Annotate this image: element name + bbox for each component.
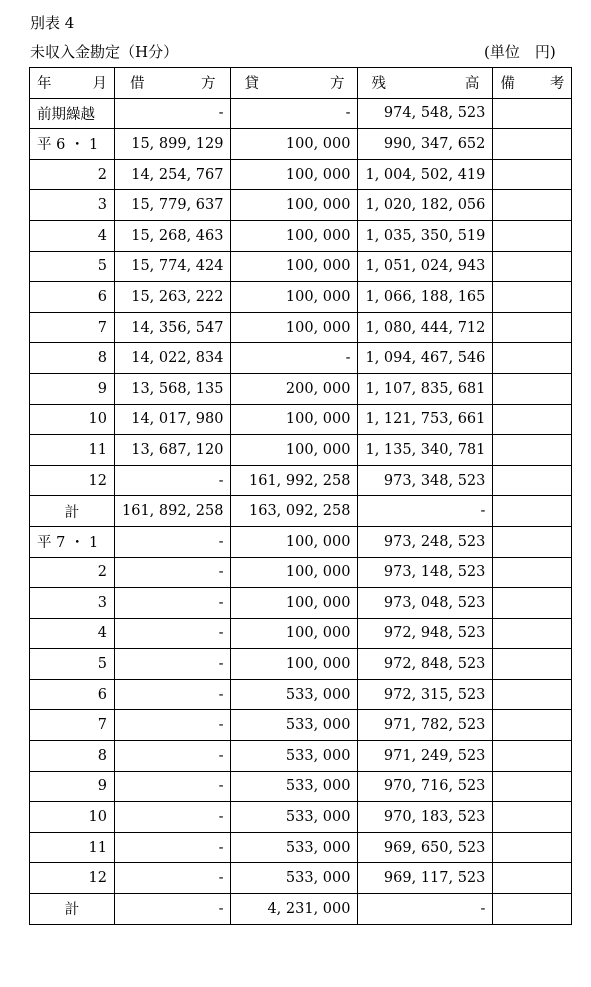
balance-cell: 1, 135, 340, 781 <box>358 435 493 466</box>
header-month <box>30 68 115 99</box>
attachment-label: 別表 4 <box>30 14 75 32</box>
table-row <box>30 435 572 466</box>
header-debit <box>115 68 231 99</box>
credit-cell: 100, 000 <box>231 190 358 221</box>
header-debit-char1: 借 <box>130 76 145 93</box>
credit-cell: 533, 000 <box>231 802 358 833</box>
note-cell <box>493 588 572 619</box>
table-row <box>30 863 572 894</box>
table-row <box>30 129 572 160</box>
header-credit-char2: 方 <box>329 76 345 93</box>
debit-cell: 14, 022, 834 <box>115 343 231 374</box>
header-month-char1: 年 <box>37 76 52 93</box>
month-cell: 計 <box>30 894 115 925</box>
note-cell <box>493 771 572 802</box>
debit-cell: - <box>115 802 231 833</box>
balance-cell: 1, 107, 835, 681 <box>358 373 493 404</box>
table-row <box>30 741 572 772</box>
table-row <box>30 649 572 680</box>
month-cell: 前期繰越 <box>30 98 115 129</box>
table-row <box>30 190 572 221</box>
table-row <box>30 98 572 129</box>
debit-cell: 14, 017, 980 <box>115 404 231 435</box>
month-cell: 8 <box>30 741 115 772</box>
table-row <box>30 802 572 833</box>
table-row <box>30 404 572 435</box>
balance-cell: 1, 080, 444, 712 <box>358 312 493 343</box>
note-cell <box>493 220 572 251</box>
note-cell <box>493 863 572 894</box>
note-cell <box>493 618 572 649</box>
table-row <box>30 710 572 741</box>
debit-cell: - <box>115 649 231 680</box>
note-cell <box>493 251 572 282</box>
balance-cell: 1, 020, 182, 056 <box>358 190 493 221</box>
credit-cell: 100, 000 <box>231 129 358 160</box>
balance-cell: 973, 048, 523 <box>358 588 493 619</box>
table-row <box>30 312 572 343</box>
credit-cell: 4, 231, 000 <box>231 894 358 925</box>
month-cell: 7 <box>30 312 115 343</box>
note-cell <box>493 159 572 190</box>
debit-cell: 15, 779, 637 <box>115 190 231 221</box>
header-note <box>493 68 572 99</box>
debit-cell: - <box>115 894 231 925</box>
debit-cell: - <box>115 557 231 588</box>
note-cell <box>493 282 572 313</box>
debit-cell: 15, 899, 129 <box>115 129 231 160</box>
debit-cell: - <box>115 618 231 649</box>
month-cell: 6 <box>30 282 115 313</box>
credit-cell: 200, 000 <box>231 373 358 404</box>
note-cell <box>493 98 572 129</box>
debit-cell: - <box>115 526 231 557</box>
table-row <box>30 220 572 251</box>
note-cell <box>493 312 572 343</box>
debit-cell: - <box>115 832 231 863</box>
month-cell: 2 <box>30 557 115 588</box>
credit-cell: 100, 000 <box>231 526 358 557</box>
credit-cell: 100, 000 <box>231 159 358 190</box>
header-balance-char2: 高 <box>464 76 480 93</box>
note-cell <box>493 373 572 404</box>
table-row <box>30 679 572 710</box>
month-cell: 9 <box>30 373 115 404</box>
credit-cell: - <box>231 98 358 129</box>
table-row <box>30 894 572 925</box>
balance-cell: 973, 248, 523 <box>358 526 493 557</box>
balance-cell: 972, 315, 523 <box>358 679 493 710</box>
balance-cell: 973, 348, 523 <box>358 465 493 496</box>
credit-cell: - <box>231 343 358 374</box>
debit-cell: - <box>115 679 231 710</box>
note-cell <box>493 496 572 527</box>
credit-cell: 100, 000 <box>231 557 358 588</box>
ledger-body <box>30 98 572 924</box>
credit-cell: 533, 000 <box>231 679 358 710</box>
month-cell: 12 <box>30 863 115 894</box>
month-cell: 12 <box>30 465 115 496</box>
credit-cell: 533, 000 <box>231 741 358 772</box>
balance-cell: 970, 716, 523 <box>358 771 493 802</box>
header-month-char2: 月 <box>92 76 107 93</box>
debit-cell: 161, 892, 258 <box>115 496 231 527</box>
table-row <box>30 618 572 649</box>
unit-label: (単位 円) <box>484 43 556 61</box>
month-cell: 8 <box>30 343 115 374</box>
credit-cell: 533, 000 <box>231 832 358 863</box>
note-cell <box>493 404 572 435</box>
balance-cell: 973, 148, 523 <box>358 557 493 588</box>
credit-cell: 100, 000 <box>231 649 358 680</box>
note-cell <box>493 190 572 221</box>
credit-cell: 100, 000 <box>231 588 358 619</box>
credit-cell: 100, 000 <box>231 282 358 313</box>
note-cell <box>493 557 572 588</box>
balance-cell: - <box>358 894 493 925</box>
note-cell <box>493 435 572 466</box>
month-cell: 9 <box>30 771 115 802</box>
balance-cell: 974, 548, 523 <box>358 98 493 129</box>
balance-cell: 971, 249, 523 <box>358 741 493 772</box>
table-row <box>30 557 572 588</box>
note-cell <box>493 679 572 710</box>
balance-cell: 1, 004, 502, 419 <box>358 159 493 190</box>
credit-cell: 100, 000 <box>231 251 358 282</box>
month-cell: 平 7 ・ 1 <box>30 526 115 557</box>
month-cell: 5 <box>30 251 115 282</box>
table-row <box>30 588 572 619</box>
month-cell: 6 <box>30 679 115 710</box>
table-row <box>30 251 572 282</box>
balance-cell: 970, 183, 523 <box>358 802 493 833</box>
document-title: 未収入金勘定（H分） <box>30 43 179 61</box>
table-row <box>30 159 572 190</box>
debit-cell: - <box>115 588 231 619</box>
balance-cell: 972, 948, 523 <box>358 618 493 649</box>
balance-cell: 972, 848, 523 <box>358 649 493 680</box>
credit-cell: 100, 000 <box>231 618 358 649</box>
month-cell: 3 <box>30 190 115 221</box>
debit-cell: 13, 687, 120 <box>115 435 231 466</box>
note-cell <box>493 741 572 772</box>
header-note-char1: 備 <box>500 76 515 93</box>
credit-cell: 163, 092, 258 <box>231 496 358 527</box>
credit-cell: 161, 992, 258 <box>231 465 358 496</box>
credit-cell: 533, 000 <box>231 863 358 894</box>
table-row <box>30 771 572 802</box>
month-cell: 11 <box>30 435 115 466</box>
table-row <box>30 373 572 404</box>
credit-cell: 533, 000 <box>231 710 358 741</box>
month-cell: 10 <box>30 802 115 833</box>
balance-cell: - <box>358 496 493 527</box>
table-row <box>30 496 572 527</box>
debit-cell: - <box>115 771 231 802</box>
header-note-char2: 考 <box>549 76 565 93</box>
debit-cell: 14, 356, 547 <box>115 312 231 343</box>
table-row <box>30 282 572 313</box>
header-credit-char1: 貸 <box>244 76 259 93</box>
table-row <box>30 832 572 863</box>
credit-cell: 100, 000 <box>231 312 358 343</box>
balance-cell: 1, 066, 188, 165 <box>358 282 493 313</box>
debit-cell: - <box>115 465 231 496</box>
credit-cell: 100, 000 <box>231 220 358 251</box>
month-cell: 11 <box>30 832 115 863</box>
balance-cell: 971, 782, 523 <box>358 710 493 741</box>
note-cell <box>493 832 572 863</box>
balance-cell: 1, 094, 467, 546 <box>358 343 493 374</box>
debit-cell: 15, 774, 424 <box>115 251 231 282</box>
note-cell <box>493 894 572 925</box>
month-cell: 4 <box>30 618 115 649</box>
table-row <box>30 343 572 374</box>
balance-cell: 1, 035, 350, 519 <box>358 220 493 251</box>
header-row <box>30 68 572 99</box>
month-cell: 4 <box>30 220 115 251</box>
credit-cell: 533, 000 <box>231 771 358 802</box>
debit-cell: - <box>115 741 231 772</box>
debit-cell: - <box>115 863 231 894</box>
note-cell <box>493 649 572 680</box>
month-cell: 計 <box>30 496 115 527</box>
month-cell: 10 <box>30 404 115 435</box>
note-cell <box>493 526 572 557</box>
balance-cell: 969, 650, 523 <box>358 832 493 863</box>
month-cell: 7 <box>30 710 115 741</box>
month-cell: 3 <box>30 588 115 619</box>
note-cell <box>493 710 572 741</box>
debit-cell: 15, 268, 463 <box>115 220 231 251</box>
month-cell: 2 <box>30 159 115 190</box>
debit-cell: 13, 568, 135 <box>115 373 231 404</box>
balance-cell: 1, 121, 753, 661 <box>358 404 493 435</box>
header-balance-char1: 残 <box>371 76 386 93</box>
note-cell <box>493 129 572 160</box>
credit-cell: 100, 000 <box>231 404 358 435</box>
debit-cell: 14, 254, 767 <box>115 159 231 190</box>
debit-cell: - <box>115 710 231 741</box>
ledger-table <box>29 67 572 925</box>
balance-cell: 1, 051, 024, 943 <box>358 251 493 282</box>
month-cell: 平 6 ・ 1 <box>30 129 115 160</box>
debit-cell: - <box>115 98 231 129</box>
header-debit-char2: 方 <box>200 76 216 93</box>
note-cell <box>493 465 572 496</box>
balance-cell: 990, 347, 652 <box>358 129 493 160</box>
header-credit <box>231 68 358 99</box>
header-balance <box>358 68 493 99</box>
credit-cell: 100, 000 <box>231 435 358 466</box>
note-cell <box>493 343 572 374</box>
table-row <box>30 465 572 496</box>
debit-cell: 15, 263, 222 <box>115 282 231 313</box>
balance-cell: 969, 117, 523 <box>358 863 493 894</box>
table-row <box>30 526 572 557</box>
note-cell <box>493 802 572 833</box>
month-cell: 5 <box>30 649 115 680</box>
